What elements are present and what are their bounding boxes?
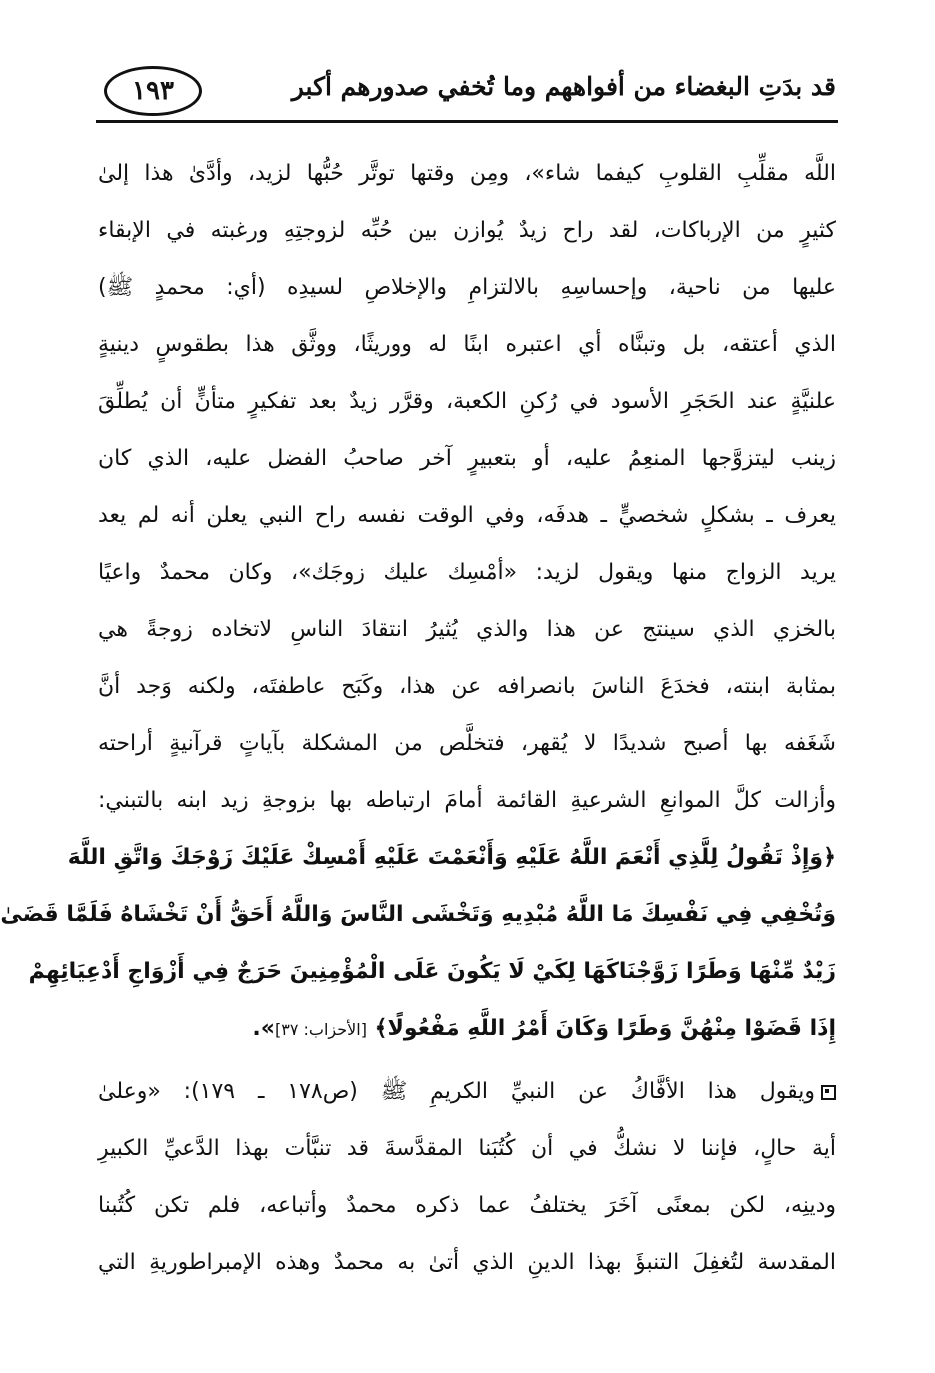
header-rule — [96, 120, 838, 123]
text-line: يريد الزواج منها ويقول لزيد: «أمْسِك عليك زوجَك»، وكان محمدٌ واعيًا — [98, 560, 836, 585]
text-line: علنيَّةٍ عند الحَجَرِ الأسود في رُكنِ الكعبة، وقرَّر زيدٌ بعد تفكيرٍ متأنٍّ أن يُطلِّقَ — [98, 389, 836, 414]
quran-verse-line: زَيْدٌ مِّنْهَا وَطَرًا زَوَّجْنَاكَهَا لِكَيْ لَا يَكُونَ عَلَى الْمُؤْمِنِينَ حَرَجٌ فِي أَزْوَاجِ أَدْعِيَائِهِمْ — [28, 959, 836, 984]
paragraph-start-text: ويقول هذا الأفَّاكُ عن النبيِّ الكريمِ ﷺ (ص١٧٨ ـ ١٧٩): «وعلىٰ — [98, 1079, 815, 1104]
text-line: اللَّه مقلِّبِ القلوبِ كيفما شاء»، ومِن وقتها توتَّر حُبُّها لزيد، وأدَّىٰ هذا إلىٰ — [98, 161, 836, 186]
page-body — [0, 145, 836, 1291]
text-line: عليها من ناحية، وإحساسِهِ بالالتزامِ والإخلاصِ لسيدِه (أي: محمدٍ ﷺ) — [98, 275, 836, 300]
text-line: الذي أعتقه، بل وتبنَّاه أي اعتبره ابنًا له ووريثًا، ووثَّق هذا بطقوسٍ دينيةٍ — [98, 332, 836, 357]
quote-close: ». — [252, 1016, 275, 1041]
text-line: ودينِه، لكن بمعنًى آخَرَ يختلفُ عما ذكره محمدٌ وأتباعه، فلم تكن كُتُبنا — [98, 1193, 836, 1218]
text-line: زينب ليتزوَّجها المنعِمُ عليه، أو بتعبيرٍ آخر صاحبُ الفضل عليه، الذي كان — [98, 446, 836, 471]
quran-verse-line: ﴿وَإِذْ تَقُولُ لِلَّذِي أَنْعَمَ اللَّهُ عَلَيْهِ وَأَنْعَمْتَ عَلَيْهِ أَمْسِكْ عَلَيْكَ زَوْجَكَ وَاتَّقِ اللَّهَ — [67, 845, 836, 870]
quran-verse-line-final — [98, 1000, 836, 1057]
text-line — [98, 1063, 836, 1120]
text-line: كثيرٍ من الإرباكات، لقد راح زيدٌ يُوازن بين حُبِّه لزوجتِهِ ورغبته في الإبقاء — [98, 218, 836, 243]
text-line: بالخزي الذي سينتج عن هذا والذي يُثيرُ انتقادَ الناسِ لاتخاده زوجةً هي — [98, 617, 836, 642]
running-title: قد بدَتِ البغضاء من أفواههم وما تُخفي صدورهم أكبر — [291, 72, 836, 101]
page-number: ١٩٣ — [104, 66, 202, 116]
text-line: بمثابة ابنته، فخدَعَ الناسَ بانصرافه عن هذا، وكَبَح عاطفتَه، ولكنه وَجد أنَّ — [98, 674, 836, 699]
page-header — [98, 58, 836, 126]
text-line: المقدسة لتُغفِلَ التنبؤَ بهذا الدينِ الذي أتىٰ به محمدٌ وهذه الإمبراطوريةِ التي — [98, 1250, 836, 1275]
quran-verse-line: وَتُخْفِي فِي نَفْسِكَ مَا اللَّهُ مُبْدِيهِ وَتَخْشَى النَّاسَ وَاللَّهُ أَحَقُّ أَنْ تَخْشَاهُ فَلَمَّا قَضَىٰ — [0, 902, 836, 927]
text-line: وأزالت كلَّ الموانعِ الشرعيةِ القائمة أمامَ ارتباطه بها بزوجةِ زيد ابنه بالتبني: — [98, 788, 836, 813]
text-line: يعرف ـ بشكلٍ شخصيٍّ ـ هدفَه، وفي الوقت نفسه راح النبي يعلن أنه لم يعد — [98, 503, 836, 528]
text-line: شَغَفه بها أصبح شديدًا لا يُقهر، فتخلَّص من المشكلة بآياتٍ قرآنيةٍ أراحته — [98, 731, 836, 756]
square-bullet-icon — [821, 1085, 836, 1100]
verse-end-text: إِذَا قَضَوْا مِنْهُنَّ وَطَرًا وَكَانَ أَمْرُ اللَّهِ مَفْعُولًا﴾ — [374, 1016, 836, 1041]
text-line: أية حالٍ، فإننا لا نشكُّ في أن كُتُبَنا المقدَّسةَ قد تنبَّأت بهذا الدَّعيِّ الكبيرِ — [98, 1136, 836, 1161]
verse-reference: [الأحزاب: ٣٧] — [275, 1020, 367, 1039]
